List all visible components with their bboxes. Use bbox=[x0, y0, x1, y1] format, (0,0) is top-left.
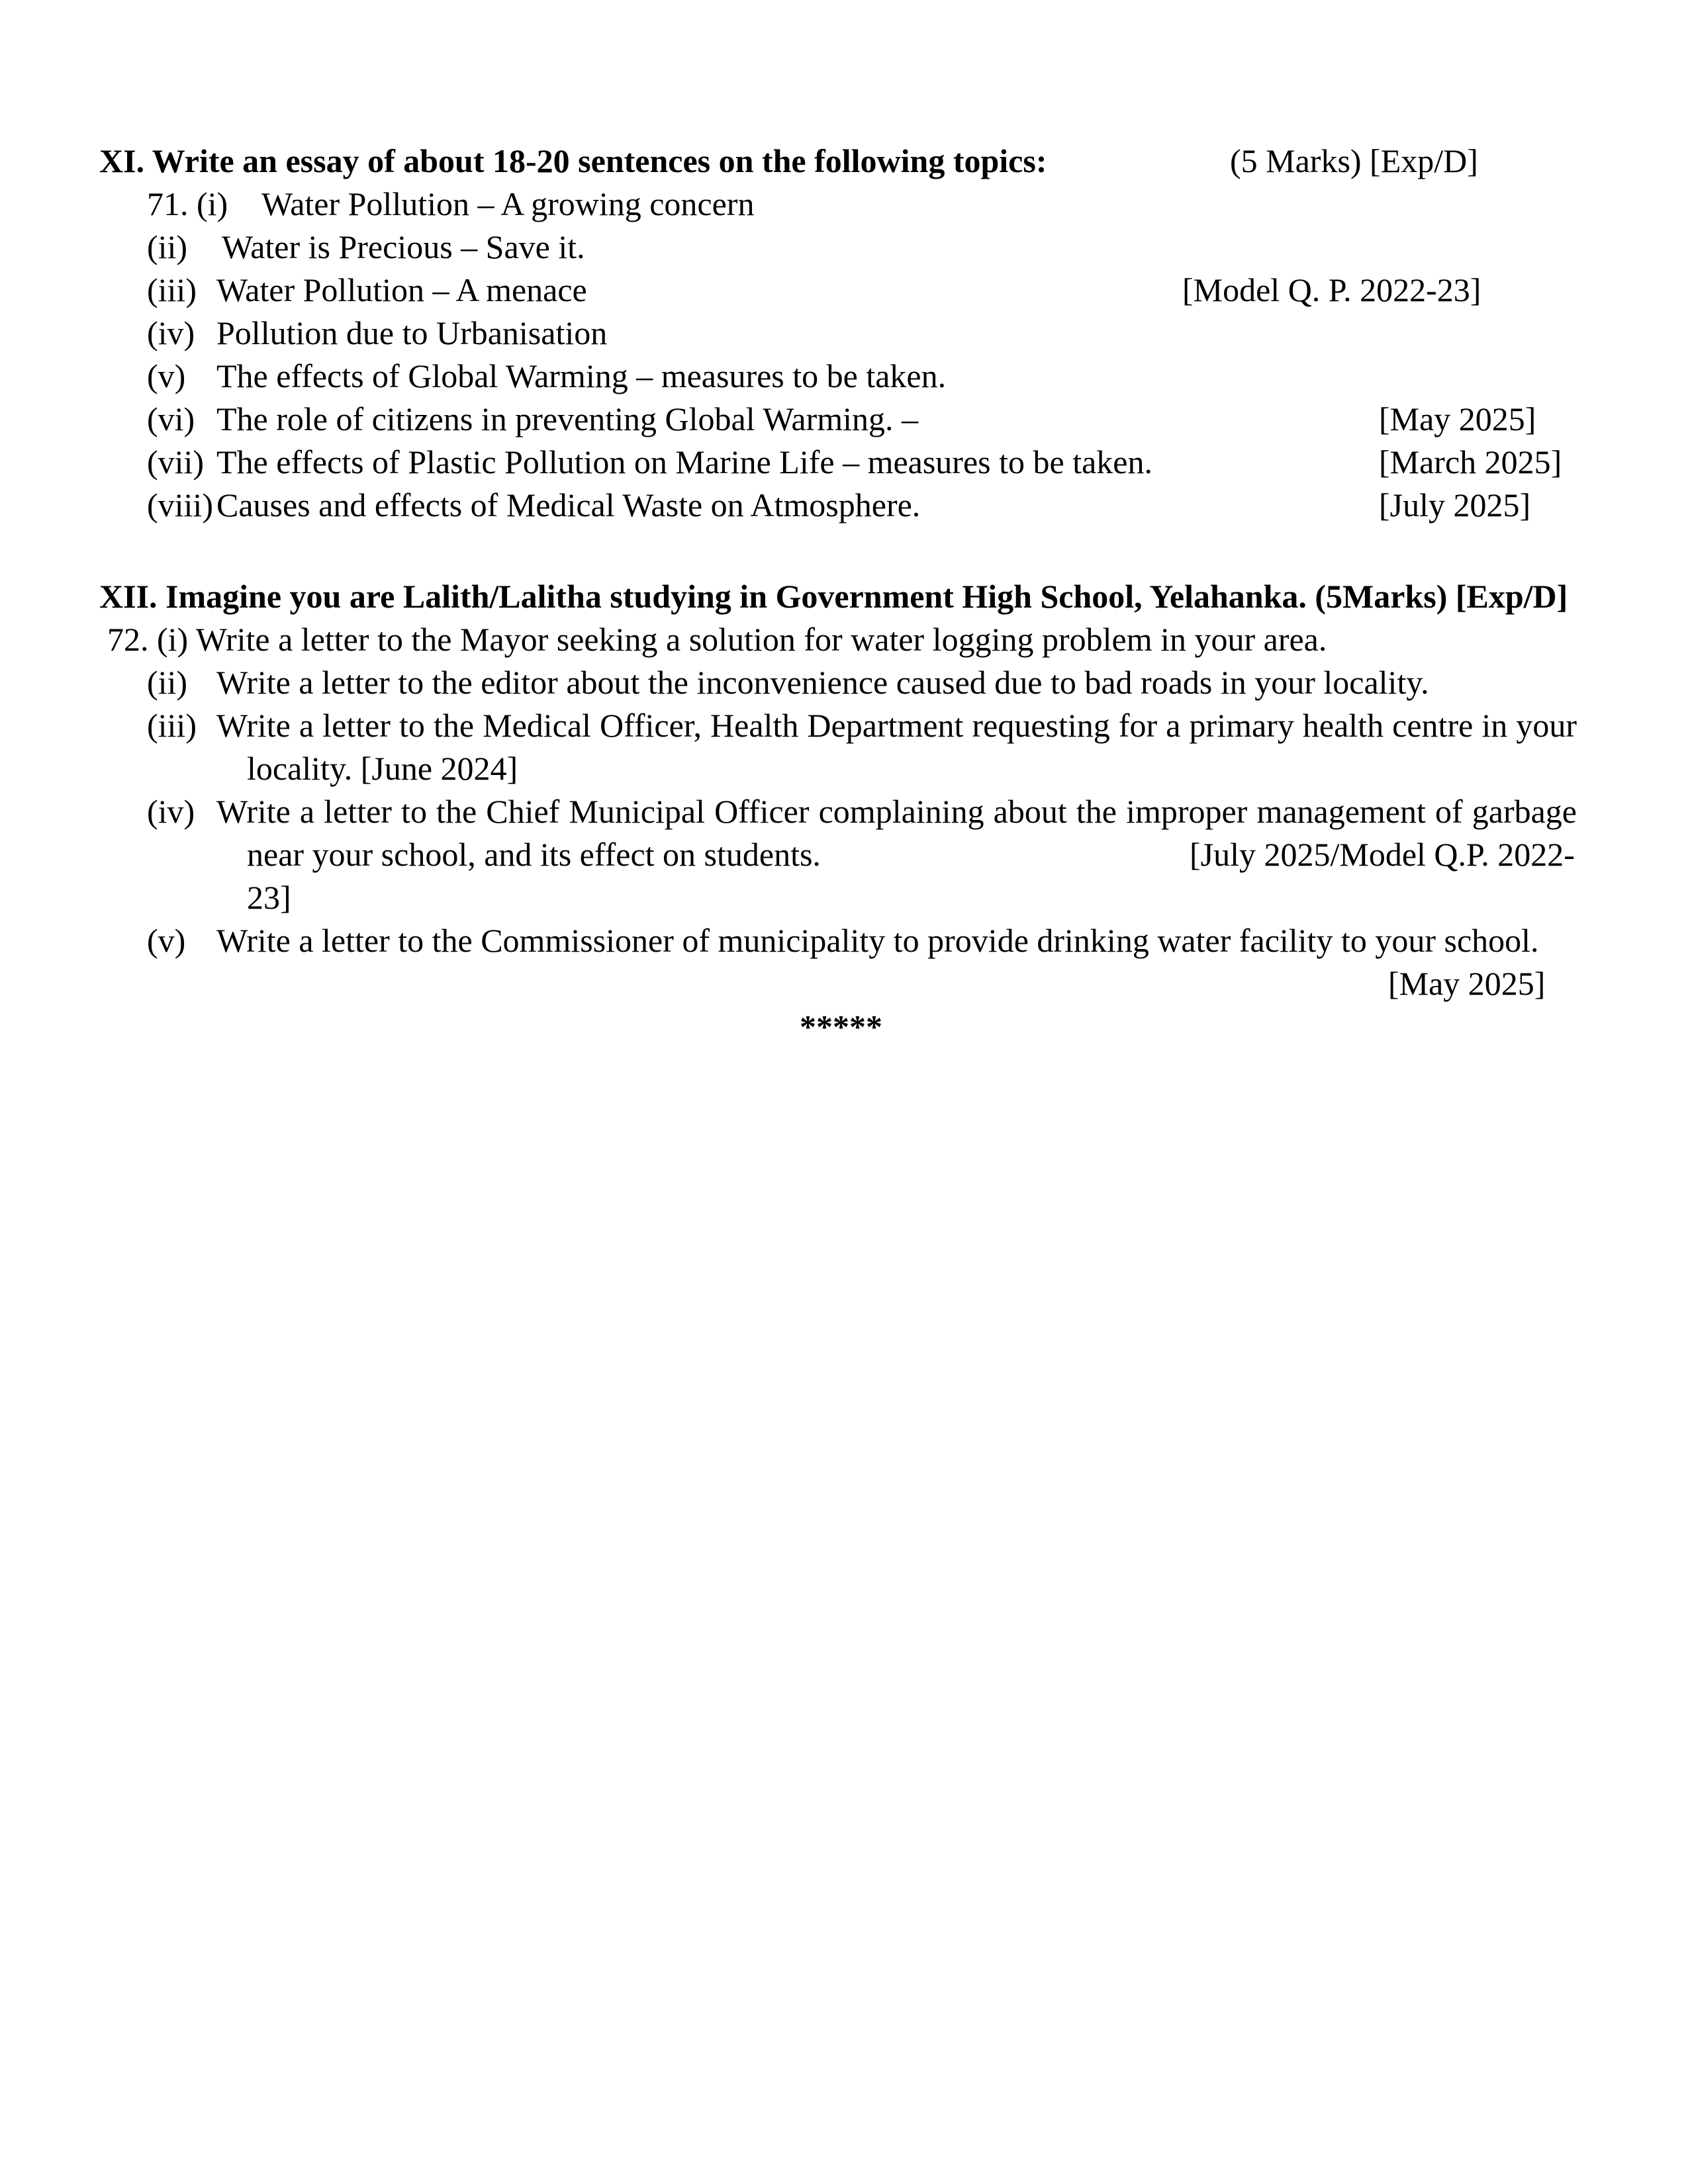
section-xi-marks: (5 Marks) [Exp/D] bbox=[1230, 142, 1478, 179]
section-xii-heading: XII. Imagine you are Lalith/Lalitha studying in Government High School, Yelahanka. (5Marks) [Exp/D] bbox=[99, 578, 1568, 615]
item-number: (v) bbox=[147, 922, 186, 959]
essay-topic: Pollution due to Urbanisation bbox=[216, 314, 608, 351]
letter-task: 72. (i) Write a letter to the Mayor seeking a solution for water logging problem in your area. bbox=[107, 621, 1327, 658]
essay-topic: Water is Precious – Save it. bbox=[222, 228, 585, 265]
letter-task: Write a letter to the editor about the inconvenience caused due to bad roads in your locality. bbox=[216, 664, 1429, 701]
item-number: (vii) bbox=[147, 443, 205, 480]
letter-task: Write a letter to the Commissioner of municipality to provide drinking water facility to your school. bbox=[216, 922, 1539, 959]
source-tag: [May 2025] bbox=[1379, 400, 1536, 437]
item-number: (viii) bbox=[147, 486, 213, 523]
item-number: (ii) bbox=[147, 664, 188, 701]
letter-task-continued: near your school, and its effect on students. bbox=[247, 836, 821, 873]
essay-topic: The effects of Global Warming – measures to be taken. bbox=[216, 357, 947, 394]
letter-task: Write a letter to the Medical Officer, Health Department requesting for a primary health centre in your bbox=[216, 707, 1577, 744]
item-number: (iv) bbox=[147, 314, 195, 351]
letter-task-continued: locality. [June 2024] bbox=[247, 750, 518, 787]
source-tag: [May 2025] bbox=[1388, 965, 1546, 1002]
essay-topic: Water Pollution – A menace bbox=[216, 271, 587, 308]
letter-task: Write a letter to the Chief Municipal Officer complaining about the improper management of garbage bbox=[216, 793, 1577, 830]
source-tag: [March 2025] bbox=[1379, 443, 1562, 480]
source-tag: [July 2025/Model Q.P. 2022- bbox=[1190, 836, 1575, 873]
section-xi-heading: XI. Write an essay of about 18-20 sentences on the following topics: bbox=[99, 142, 1047, 179]
essay-topic: Causes and effects of Medical Waste on Atmosphere. bbox=[216, 486, 921, 523]
essay-topic: The role of citizens in preventing Global Warming. – bbox=[216, 400, 919, 437]
item-number: (iii) bbox=[147, 271, 197, 308]
essay-topic: Water Pollution – A growing concern bbox=[261, 185, 755, 222]
item-number: (v) bbox=[147, 357, 186, 394]
letter-task-continued: 23] bbox=[247, 879, 291, 916]
item-number: (iv) bbox=[147, 793, 195, 830]
source-tag: [July 2025] bbox=[1379, 486, 1531, 523]
item-number: 71. (i) bbox=[147, 185, 228, 222]
essay-topic: The effects of Plastic Pollution on Marine Life – measures to be taken. bbox=[216, 443, 1152, 480]
item-number: (vi) bbox=[147, 400, 195, 437]
end-of-section-mark: ***** bbox=[800, 1008, 882, 1045]
item-number: (iii) bbox=[147, 707, 197, 744]
item-number: (ii) bbox=[147, 228, 188, 265]
source-tag: [Model Q. P. 2022-23] bbox=[1182, 271, 1481, 308]
